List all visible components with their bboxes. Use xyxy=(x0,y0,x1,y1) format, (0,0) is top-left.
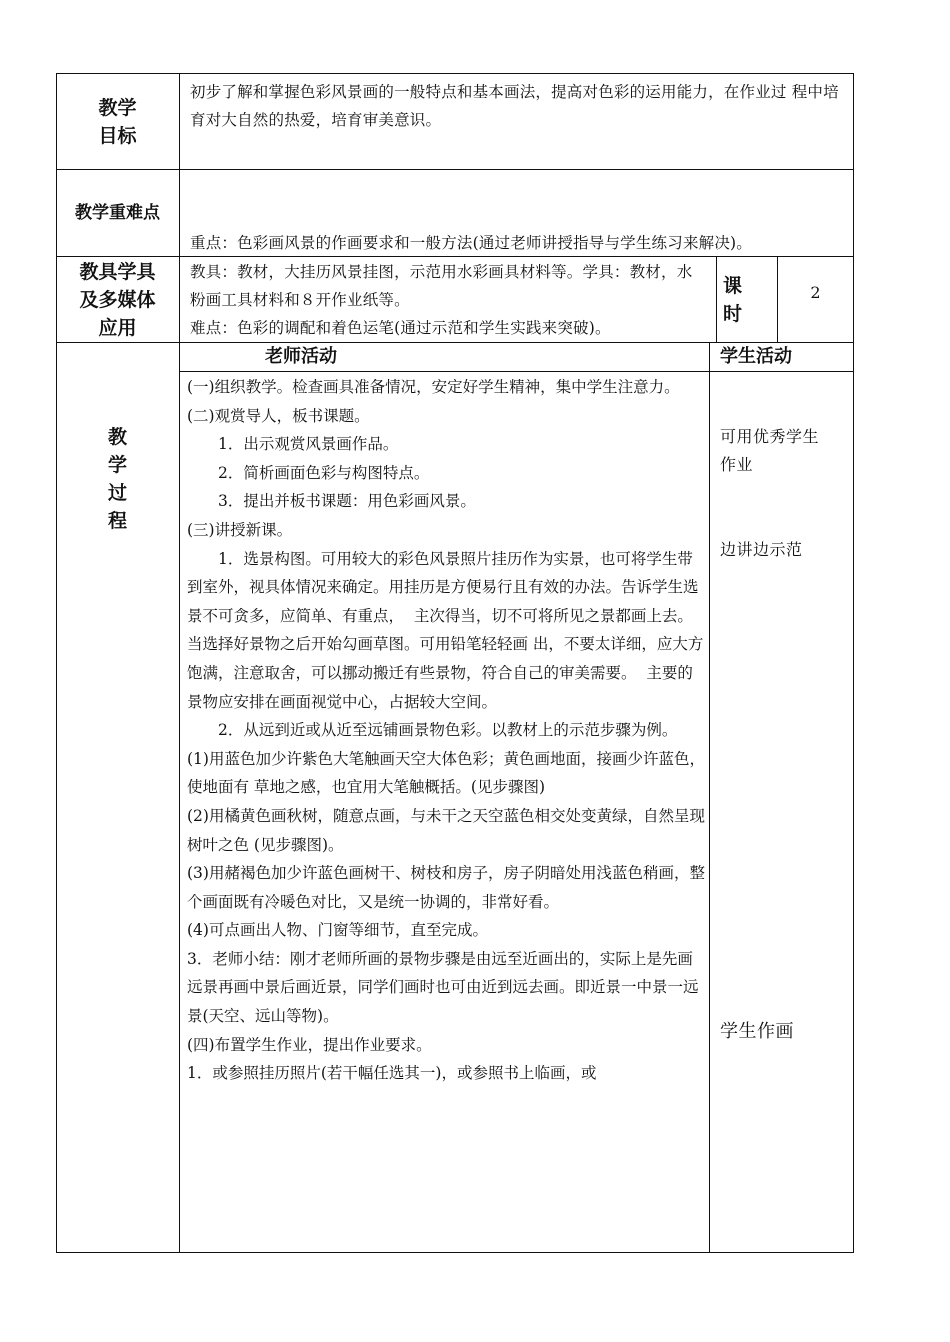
teacher-paragraph: 2．简析画面色彩与构图特点。 xyxy=(218,463,430,482)
period-label: 课 时 xyxy=(723,274,743,325)
teacher-paragraph: (2)用橘黄色画秋树，随意点画，与未干之天空蓝色相交处变黄绿，自然呈现树叶之色 (见步骤图)。 xyxy=(187,806,705,854)
teacher-paragraph: (1)用蓝色加少许紫色大笔触画天空大体色彩；黄色画地面，接画少许蓝色，使地面有 草地之感，也宜用大笔触概括。(见步骤图) xyxy=(187,749,705,797)
teacher-header: 老师活动 xyxy=(265,346,337,367)
period-value-cell xyxy=(778,257,853,342)
lesson-plan-table xyxy=(56,73,854,1253)
objective-label-cell xyxy=(56,74,179,169)
key-points-label: 教学重难点 xyxy=(75,203,160,223)
teacher-paragraph: (3)用赭褐色加少许蓝色画树干、树枝和房子，房子阴暗处用浅蓝色稍画，整个画面既有冷暖色对比，又是统一协调的，非常好看。 xyxy=(187,864,705,911)
teacher-paragraph: (三)讲授新课。 xyxy=(187,520,293,539)
teacher-paragraph: 1．出示观赏风景画作品。 xyxy=(218,435,399,454)
process-label: 教 学 过 程 xyxy=(107,426,127,532)
tools-text: 教具：教材，大挂历风景挂图，示范用水彩画具材料等。学具：教材，水粉画工具材料和８开作业纸等。 xyxy=(190,263,693,310)
teacher-paragraph: (一)组织教学。检查画具准备情况，安定好学生精神，集中学生注意力。 xyxy=(187,378,680,396)
tools-label: 教具学具 及多媒体 应用 xyxy=(79,260,156,339)
tools-label-cell xyxy=(56,257,179,342)
key-points-label-cell xyxy=(56,170,179,256)
period-value: 2 xyxy=(810,283,821,302)
key-point-focus: 重点：色彩画风景的作画要求和一般方法(通过老师讲授指导与学生练习来解决)。 xyxy=(190,233,752,252)
teacher-paragraph: 1．或参照挂历照片(若干幅任选其一)，或参照书上临画，或 xyxy=(187,1064,597,1083)
teacher-paragraph: 3．老师小结：刚才老师所画的景物步骤是由远至近画出的，实际上是先画远景再画中景后画近景，同学们画时也可由近到远去画。即近景一中景一远景(天空、远山等物)。 xyxy=(187,949,699,1026)
teacher-paragraph: (四)布置学生作业，提出作业要求。 xyxy=(187,1035,432,1054)
student-note: 可用优秀学生 作业 xyxy=(720,427,820,474)
period-label-cell xyxy=(717,257,777,342)
teacher-paragraph: (4)可点画出人物、门窗等细节，直至完成。 xyxy=(187,921,488,940)
teacher-activities xyxy=(187,372,705,1252)
key-point-difficulty: 难点：色彩的调配和着色运笔(通过示范和学生实践来突破)。 xyxy=(190,319,611,338)
student-header: 学生活动 xyxy=(720,346,792,367)
teacher-paragraph: 2．从远到近或从近至远铺画景物色彩。以教材上的示范步骤为例。 xyxy=(218,721,678,740)
teacher-paragraph: (二)观赏导人，板书课题。 xyxy=(187,406,370,425)
objective-text: 初步了解和掌握色彩风景画的一般特点和基本画法，提高对色彩的运用能力，在作业过 程中培育对大自然的热爱，培育审美意识。 xyxy=(190,83,839,130)
objective-label: 教学 目标 xyxy=(98,96,137,147)
process-label-cell xyxy=(56,343,179,1252)
student-note: 学生作画 xyxy=(720,1021,794,1042)
teacher-paragraph: 3．提出并板书课题：用色彩画风景。 xyxy=(218,492,476,511)
teacher-paragraph: 1．选景构图。可用较大的彩色风景照片挂历作为实景，也可将学生带到室外，视具体情况来确定。用挂历是方便易行且有效的办法。告诉学生选景不可贪多，应简单、有重点， 主次得当，切不可将所见之景都画上去。当选择好景物之后开始勾画草图。可用铅笔轻轻画 出，不要太详细，应大方饱满，注意取舍，可以挪动搬迁有些景物，符合自己的审美需要。 主要的景物应安排在画面视觉中心，占据较大空间。 xyxy=(187,549,704,711)
student-note: 边讲边示范 xyxy=(720,540,803,559)
